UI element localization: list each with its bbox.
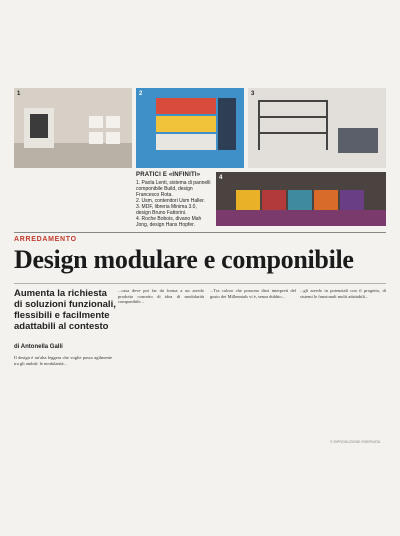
section-label: ARREDAMENTO: [14, 236, 77, 243]
column-text: ...gli arredo in potenziali con il progetto, di sistemi le funzionali molti adattabili...: [300, 288, 386, 299]
standfirst: Aumenta la richiesta di soluzioni funzionali, flessibili e facilmente adattabili al contesto: [14, 288, 116, 332]
photo-1-illustration: [14, 88, 132, 168]
caption-line: 1. Paola Lenti, sistema di pannelli componibile Build, design Francesco Rota.: [136, 180, 211, 198]
column-text: Il design è un'alta leggera che voglie passo agilmente tra gli ambiti: le modularità...: [14, 355, 112, 366]
photo-number: 3: [251, 91, 255, 97]
photo-number: 1: [17, 91, 21, 97]
photo-number: 4: [219, 175, 223, 181]
headline-divider: [14, 283, 386, 284]
caption-line: 2. Usm, contenitori Usm Haller.: [136, 198, 205, 204]
caption-line: 4. Roche Bobois, divano Mah Jong, design Hans Hopfer.: [136, 216, 202, 228]
column-text: ...Tra coloro che possono dirsi interpreti del gusto dei Millennials vi è, senza dubbio...: [210, 288, 296, 299]
column-text: ...casa deve poi far da forma a un arredo prodotto concetto di idea di modularità componibile...: [118, 288, 204, 305]
photo-number: 2: [139, 91, 143, 97]
photo-3: [248, 88, 386, 168]
credit: © RIPRODUZIONE RISERVATA: [330, 440, 381, 444]
photo-4-illustration: [216, 172, 386, 226]
caption-title: PRATICI E «INFINITI»: [136, 172, 201, 178]
article-column: [300, 288, 386, 438]
section-divider: [14, 232, 386, 233]
photo-4: [216, 172, 386, 226]
photo-2-illustration: [136, 88, 244, 168]
caption-line: 3. MDF, libreria Minima 3.0, design Bruno Fattorini.: [136, 204, 197, 216]
article-column: [118, 288, 204, 438]
article-column: [210, 288, 296, 438]
photo-3-illustration: [248, 88, 386, 168]
headline: Design modulare e componibile: [14, 245, 354, 274]
photo-caption: [136, 172, 212, 230]
photo-1: [14, 88, 132, 168]
article-column: [14, 355, 112, 437]
byline: di Antonella Galli: [14, 344, 63, 350]
photo-2: [136, 88, 244, 168]
